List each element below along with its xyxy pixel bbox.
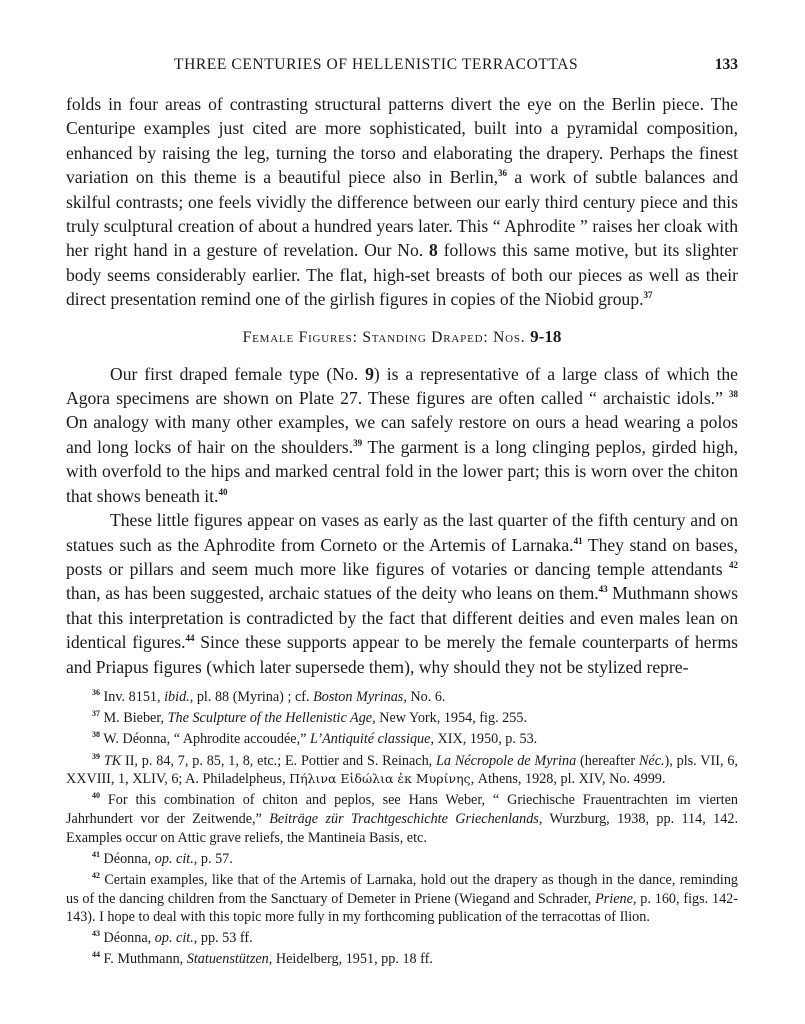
running-head bbox=[66, 56, 738, 80]
text-run: , p. 57. bbox=[193, 850, 233, 867]
citation-italic: Priene bbox=[595, 890, 633, 907]
text-run: , pp. 53 ff. bbox=[193, 930, 253, 947]
paragraph-3 bbox=[66, 508, 738, 679]
text-run: For this combination of chiton and peplos, see Hans Weber, “ Griechische Frauentrachten im vierten Jahrhundert vor der Zeitwende,” bbox=[66, 792, 738, 827]
citation-italic: La Nécropole de Myrina bbox=[436, 752, 577, 769]
text-run: Déonna, bbox=[103, 930, 155, 947]
text-run: They stand on bases, posts or pillars and seem much more like figures of votaries or dancing temple attendants bbox=[66, 534, 738, 579]
footnote-ref-39[interactable]: 39 bbox=[353, 437, 363, 448]
footnote-39 bbox=[66, 752, 738, 789]
citation-italic: op. cit. bbox=[154, 930, 194, 947]
text-run: II, p. 84, 7, p. 85, 1, 8, etc.; E. Pottier and S. Reinach, bbox=[121, 752, 437, 769]
citation-italic: op. cit. bbox=[154, 850, 194, 867]
text-run: , Wurzburg, 1938, pp. 114, 142. Examples occur on Attic grave reliefs, the Mantineia Basis, etc. bbox=[66, 810, 738, 846]
body-text bbox=[66, 92, 738, 679]
footnote-ref-38[interactable]: 38 bbox=[729, 389, 738, 400]
text-run: , Athens, 1928, pl. XIV, No. 4999. bbox=[470, 771, 666, 788]
text-run: F. Muthmann, bbox=[103, 951, 187, 968]
footnote-37 bbox=[66, 709, 738, 728]
paragraph-1 bbox=[66, 92, 738, 312]
text-run: Déonna, bbox=[103, 850, 155, 867]
citation-italic: L’Antiquité classique bbox=[309, 731, 431, 748]
text-run: ) is a representative of a large class of which the Agora specimens are shown on Plate 27. These figures are often called “ archaistic idols.” bbox=[66, 363, 738, 409]
footnote-number: 44 bbox=[92, 950, 100, 960]
text-run: , No. 6. bbox=[403, 689, 446, 705]
text-run: , pl. 88 (Myrina) ; cf. bbox=[189, 689, 314, 705]
footnote-number: 40 bbox=[92, 791, 100, 801]
section-heading-label: Female Figures: Standing Draped: Nos. bbox=[242, 328, 526, 346]
text-run: Inv. 8151, bbox=[103, 689, 165, 705]
footnote-43 bbox=[66, 929, 738, 948]
footnote-ref-41[interactable]: 41 bbox=[573, 535, 583, 546]
text-run: Since these supports appear to be merely the female counterparts of herms and Priapus figures (which later supersede them), why should they not be stylized repre- bbox=[66, 632, 738, 677]
text-run: a work of subtle balances and skilful contrasts; one feels vividly the difference between our early third century piece and this truly sculptural creation of about a hundred years later. This “ Aphrodite ” raises her cloak with her right hand in a gesture of revelation. Our No. bbox=[66, 167, 738, 261]
citation-italic: Statuenstützen bbox=[186, 951, 269, 968]
section-heading-numbers: 9-18 bbox=[530, 326, 562, 346]
text-run: , New York, 1954, fig. 255. bbox=[372, 710, 527, 727]
text-run: On analogy with many other examples, we can safely restore on ours a head wearing a polos and long locks of hair on the shoulders. bbox=[66, 412, 738, 457]
footnote-ref-42[interactable]: 42 bbox=[729, 559, 738, 570]
text-run: folds in four areas of contrasting structural patterns divert the eye on the Berlin piece. The Centuripe examples just cited are more sophisticated, built into a pyramidal composition, enhanced by raising the leg, turning the torso and elaborating the drapery. Perhaps the finest variation on this theme is a beautiful piece also in Berlin, bbox=[66, 94, 738, 188]
footnote-number: 37 bbox=[92, 709, 100, 719]
footnote-ref-37[interactable]: 37 bbox=[643, 290, 653, 301]
running-head-title: THREE CENTURIES OF HELLENISTIC TERRACOTTAS bbox=[174, 56, 579, 73]
text-run: ), pls. VII, 6, XXVIII, 1, XLIV, 6; A. Philadelpheus, bbox=[66, 752, 738, 788]
footnote-42 bbox=[66, 871, 738, 927]
text-run: Certain examples, like that of the Artemis of Larnaka, hold out the drapery as though in the dance, reminding us of the dancing children from the Sanctuary of Demeter in Priene (Wiegand and Schrader, bbox=[66, 871, 739, 907]
greek-title: Πήλινα Εἰδώλια ἐκ Μυρίνης bbox=[289, 771, 471, 787]
text-run: These little figures appear on vases as early as the last quarter of the fifth century and on statues such as the Aphrodite from Corneto or the Artemis of Larnaka. bbox=[66, 510, 738, 555]
footnote-36 bbox=[66, 688, 738, 707]
text-run: follows this same motive, but its slighter body seems considerably earlier. The flat, high-set breasts of both our pieces as well as their direct presentation remind one of the girlish figures in copies of the Niobid group. bbox=[66, 240, 738, 310]
footnote-number: 43 bbox=[92, 929, 100, 939]
catalogue-number: 9 bbox=[365, 363, 374, 384]
footnote-number: 39 bbox=[92, 751, 100, 761]
text-run: Our first draped female type (No. bbox=[110, 363, 366, 384]
text-run: , Heidelberg, 1951, pp. 18 ff. bbox=[268, 951, 433, 968]
footnote-41 bbox=[66, 850, 738, 869]
catalogue-number: 8 bbox=[429, 240, 438, 261]
text-run: than, as has been suggested, archaic statues of the deity who leans on them. bbox=[66, 583, 599, 604]
footnote-40 bbox=[66, 791, 738, 847]
footnote-number: 36 bbox=[92, 688, 100, 697]
footnote-ref-43[interactable]: 43 bbox=[598, 584, 608, 595]
text-run: , XIX, 1950, p. 53. bbox=[430, 731, 538, 748]
citation-italic: Néc. bbox=[638, 752, 665, 769]
citation-italic: Beiträge zür Trachtgeschichte Griechenlands bbox=[269, 810, 539, 827]
text-run: The garment is a long clinging peplos, girded high, with overfold to the hips and marked central fold in the lower part; this is worn over the chiton that shows beneath it. bbox=[66, 436, 738, 506]
citation-italic: Boston Myrinas bbox=[313, 689, 404, 705]
footnote-ref-40[interactable]: 40 bbox=[218, 486, 228, 497]
text-run: (hereafter bbox=[576, 752, 639, 769]
footnote-number: 38 bbox=[92, 730, 100, 740]
text-run: W. Déonna, “ Aphrodite accoudée,” bbox=[103, 731, 310, 748]
paragraph-2 bbox=[66, 362, 738, 508]
text-run: M. Bieber, bbox=[103, 710, 168, 727]
text-run: Muthmann shows that this interpretation is contradicted by the fact that different deities and even males lean on identical figures. bbox=[66, 583, 738, 653]
section-heading bbox=[66, 325, 738, 350]
footnote-44 bbox=[66, 950, 738, 969]
footnote-38 bbox=[66, 730, 738, 749]
footnote-number: 42 bbox=[92, 870, 100, 880]
footnote-number: 41 bbox=[92, 849, 100, 859]
footnotes bbox=[66, 688, 738, 972]
footnote-ref-44[interactable]: 44 bbox=[185, 633, 195, 644]
page-number: 133 bbox=[714, 56, 738, 73]
citation-italic: TK bbox=[103, 752, 122, 769]
citation-italic: The Sculpture of the Hellenistic Age bbox=[167, 710, 373, 727]
footnote-ref-36[interactable]: 36 bbox=[498, 168, 508, 179]
citation-italic: ibid. bbox=[164, 689, 190, 705]
text-run: , p. 160, figs. 142-143). I hope to deal with this topic more fully in my forthcoming publication of the terracottas of Ilion. bbox=[66, 890, 738, 926]
